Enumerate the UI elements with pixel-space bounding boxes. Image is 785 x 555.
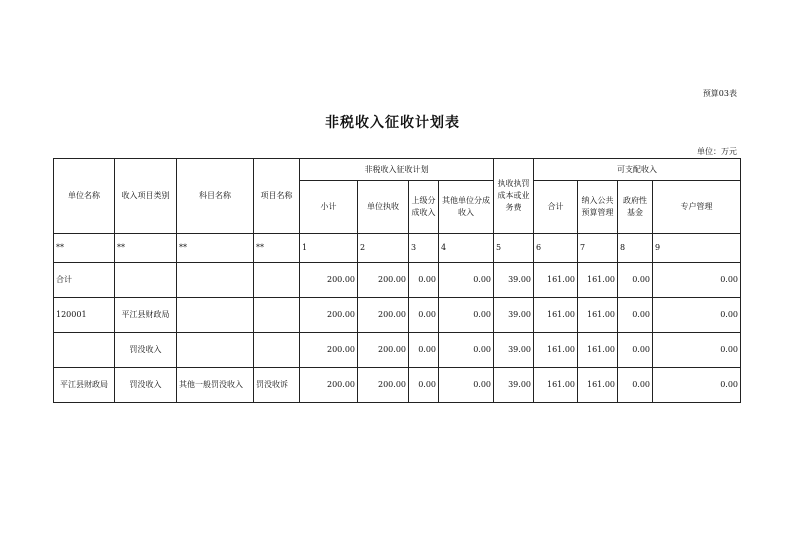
index-cell: 8 [618,234,653,263]
cell-superior: 0.00 [409,298,439,333]
cell-category: 罚没收入 [115,333,177,368]
cell-category: 罚没收入 [115,368,177,403]
cell-category: 平江县财政局 [115,298,177,333]
cell-fund: 0.00 [618,368,653,403]
cell-cost: 39.00 [494,263,534,298]
cell-subtotal: 200.00 [300,333,358,368]
cell-unit [54,333,115,368]
cell-special: 0.00 [653,263,741,298]
cell-total: 161.00 [534,368,578,403]
cell-unit-collection: 200.00 [358,263,409,298]
table-row [54,368,741,403]
header-other-share: 其他单位分成收入 [439,181,494,234]
index-cell: 7 [578,234,618,263]
cell-budget: 161.00 [578,368,618,403]
cell-unit-collection: 200.00 [358,333,409,368]
cell-fund: 0.00 [618,263,653,298]
cell-subject [177,298,254,333]
cell-other: 0.00 [439,263,494,298]
cell-unit-collection: 200.00 [358,298,409,333]
header-superior-share: 上级分成收入 [409,181,439,234]
index-cell: 1 [300,234,358,263]
header-unit-collection: 单位执收 [358,181,409,234]
cell-subject: 其他一般罚没收入 [177,368,254,403]
index-cell: 4 [439,234,494,263]
cell-subject [177,333,254,368]
header-plan-group: 非税收入征收计划 [300,159,494,181]
cell-special: 0.00 [653,298,741,333]
cell-category [115,263,177,298]
index-cell: 6 [534,234,578,263]
cell-special: 0.00 [653,368,741,403]
index-cell: ** [115,234,177,263]
cell-budget: 161.00 [578,298,618,333]
cell-superior: 0.00 [409,368,439,403]
table-row [54,333,741,368]
cell-superior: 0.00 [409,333,439,368]
header-unit-name: 单位名称 [54,159,115,234]
index-row [54,234,741,263]
index-cell: ** [177,234,254,263]
table-row [54,263,741,298]
index-cell: ** [54,234,115,263]
form-number: 预算03表 [702,89,737,98]
cell-total: 161.00 [534,263,578,298]
cell-other: 0.00 [439,333,494,368]
header-subject-name: 科目名称 [177,159,254,234]
cell-unit-collection: 200.00 [358,368,409,403]
header-project-name: 项目名称 [254,159,300,234]
cell-fund: 0.00 [618,333,653,368]
cell-subject [177,263,254,298]
revenue-plan-table [53,158,741,403]
cell-cost: 39.00 [494,333,534,368]
cell-total: 161.00 [534,333,578,368]
cell-unit: 合计 [54,263,115,298]
index-cell: 9 [653,234,741,263]
cell-cost: 39.00 [494,298,534,333]
cell-unit: 120001 [54,298,115,333]
index-cell: 3 [409,234,439,263]
cell-superior: 0.00 [409,263,439,298]
cell-budget: 161.00 [578,333,618,368]
page-title: 非税收入征收计划表 [325,115,460,131]
header-special-managed: 专户管理 [653,181,741,234]
index-cell: 2 [358,234,409,263]
cell-project [254,298,300,333]
index-cell: ** [254,234,300,263]
cell-cost: 39.00 [494,368,534,403]
cell-subtotal: 200.00 [300,368,358,403]
cell-project: 罚没收诉 [254,368,300,403]
cell-unit: 平江县财政局 [54,368,115,403]
cell-special: 0.00 [653,333,741,368]
cell-project [254,263,300,298]
cell-subtotal: 200.00 [300,263,358,298]
cell-other: 0.00 [439,298,494,333]
unit-label: 单位：万元 [697,147,737,156]
header-disposable-group: 可支配收入 [534,159,741,181]
header-gov-fund: 政府性基金 [618,181,653,234]
cell-other: 0.00 [439,368,494,403]
cell-subtotal: 200.00 [300,298,358,333]
header-budget-managed: 纳入公共预算管理 [578,181,618,234]
cell-total: 161.00 [534,298,578,333]
header-enforcement-cost: 执收执罚成本或业务费 [494,159,534,234]
cell-budget: 161.00 [578,263,618,298]
table-row [54,298,741,333]
header-total: 合计 [534,181,578,234]
header-subtotal: 小计 [300,181,358,234]
index-cell: 5 [494,234,534,263]
cell-project [254,333,300,368]
header-income-category: 收入项目类别 [115,159,177,234]
cell-fund: 0.00 [618,298,653,333]
